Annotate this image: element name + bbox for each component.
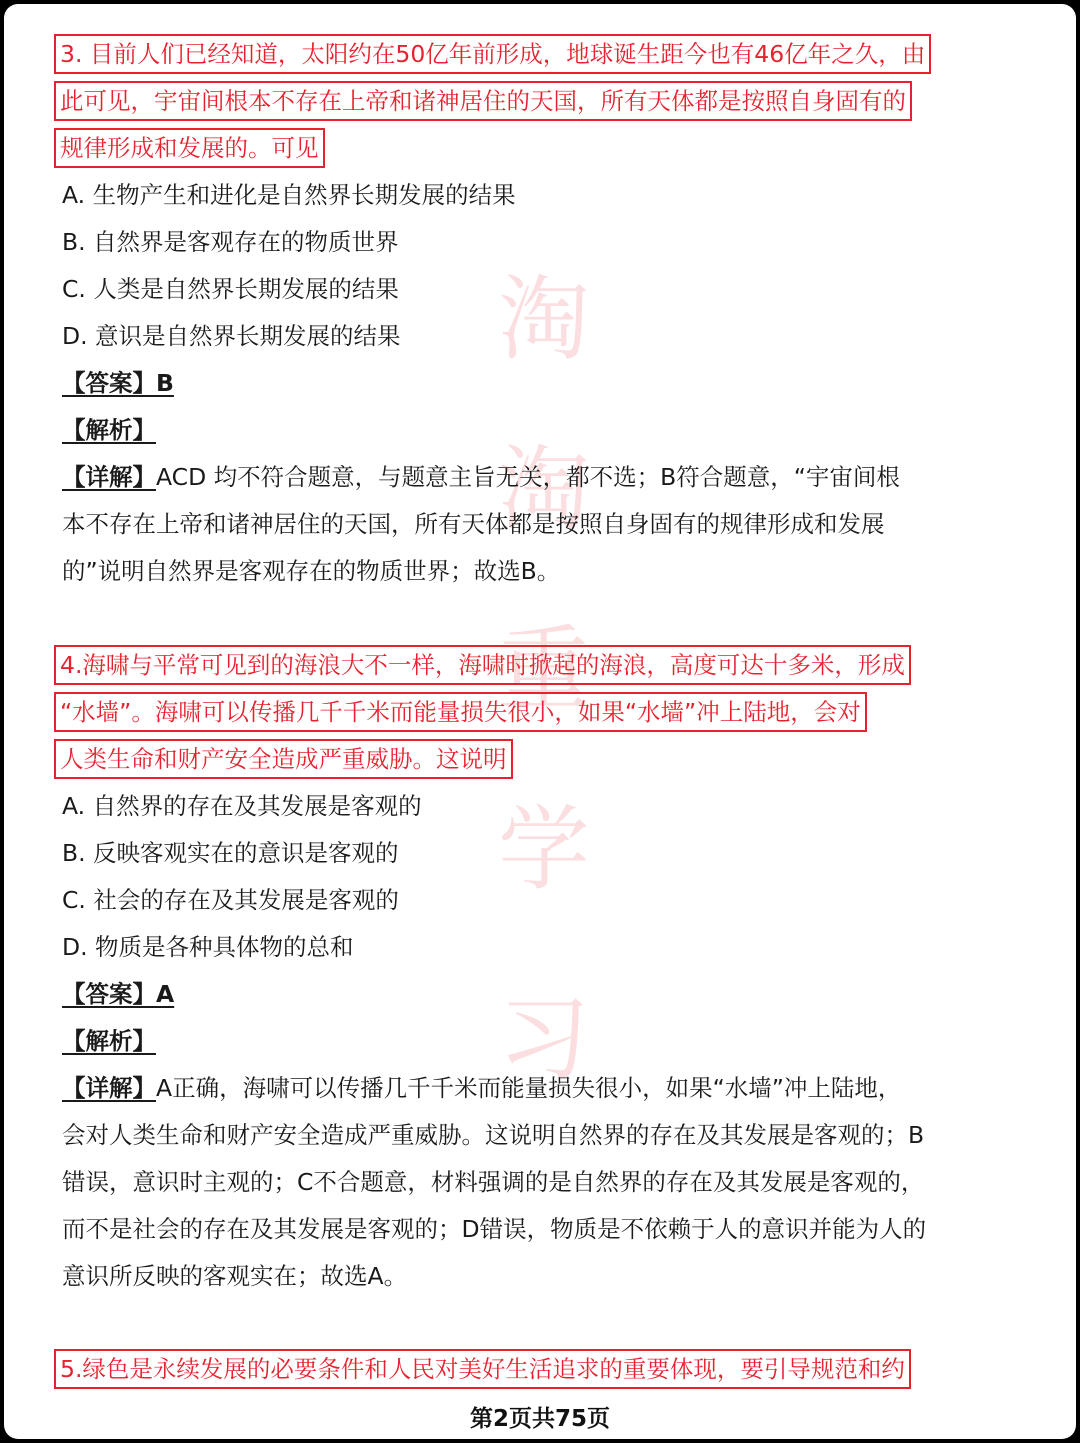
q3-option-a: A. 生物产生和进化是自然界长期发展的结果 [62, 181, 516, 209]
q4-option-b: B. 反映客观实在的意识是客观的 [62, 839, 399, 867]
q3-option-d: D. 意识是自然界长期发展的结果 [62, 322, 401, 350]
q4-detail-line: 错误，意识时主观的；C不合题意，材料强调的是自然界的存在及其发展是客观的， [62, 1168, 925, 1196]
q4-stem-line: 4.海啸与平常可见到的海浪大不一样，海啸时掀起的海浪，高度可达十多米，形成 [54, 645, 911, 685]
watermark-char: 习 [497, 986, 590, 1093]
q4-stem-line: “水墙”。海啸可以传播几千千米而能量损失很小，如果“水墙”冲上陆地，会对 [54, 692, 867, 732]
q3-detail-line: 的”说明自然界是客观存在的物质世界；故选B。 [62, 557, 561, 585]
q3-stem-line: 3. 目前人们已经知道，太阳约在50亿年前形成，地球诞生距今也有46亿年之久，由 [54, 34, 931, 74]
q4-detail-text: A正确，海啸可以传播几千千米而能量损失很小，如果“水墙”冲上陆地， [156, 1074, 902, 1102]
q4-detail-line [62, 1068, 901, 1108]
watermark-char: 淘 [497, 266, 590, 373]
watermark-char: 重 [497, 616, 590, 723]
q4-detail-line: 而不是社会的存在及其发展是客观的；D错误，物质是不依赖于人的意识并能为人的 [62, 1215, 927, 1243]
q4-detail-label: 【详解】 [62, 1074, 156, 1102]
q3-detail-line [62, 457, 900, 497]
watermark-char: 学 [497, 796, 590, 903]
document-page [4, 4, 1076, 1439]
q3-detail-text: ACD 均不符合题意，与题意主旨无关，都不选；B符合题意，“宇宙间根 [156, 463, 900, 491]
q3-stem-line: 规律形成和发展的。可见 [54, 128, 325, 168]
watermark-char: 淘 [497, 436, 590, 543]
q4-option-a: A. 自然界的存在及其发展是客观的 [62, 792, 422, 820]
q3-answer: 【答案】B [62, 369, 174, 397]
q3-analysis-label: 【解析】 [62, 416, 156, 444]
q3-stem-line: 此可见，宇宙间根本不存在上帝和诸神居住的天国，所有天体都是按照自身固有的 [54, 81, 912, 121]
q4-stem-line: 人类生命和财产安全造成严重威胁。这说明 [54, 739, 513, 779]
q4-detail-line: 会对人类生命和财产安全造成严重威胁。这说明自然界的存在及其发展是客观的；B [62, 1121, 925, 1149]
q3-option-c: C. 人类是自然界长期发展的结果 [62, 275, 399, 303]
q3-option-b: B. 自然界是客观存在的物质世界 [62, 228, 399, 256]
q4-detail-line: 意识所反映的客观实在；故选A。 [62, 1262, 408, 1290]
q4-option-c: C. 社会的存在及其发展是客观的 [62, 886, 399, 914]
q3-detail-line: 本不存在上帝和诸神居住的天国，所有天体都是按照自身固有的规律形成和发展 [62, 510, 885, 538]
q4-analysis-label: 【解析】 [62, 1027, 156, 1055]
q5-stem-line: 5.绿色是永续发展的必要条件和人民对美好生活追求的重要体现，要引导规范和约 [54, 1349, 911, 1389]
q4-answer: 【答案】A [62, 980, 175, 1008]
q4-option-d: D. 物质是各种具体物的总和 [62, 933, 354, 961]
q3-detail-label: 【详解】 [62, 463, 156, 491]
page-number: 第2页共75页 [469, 1406, 610, 1432]
